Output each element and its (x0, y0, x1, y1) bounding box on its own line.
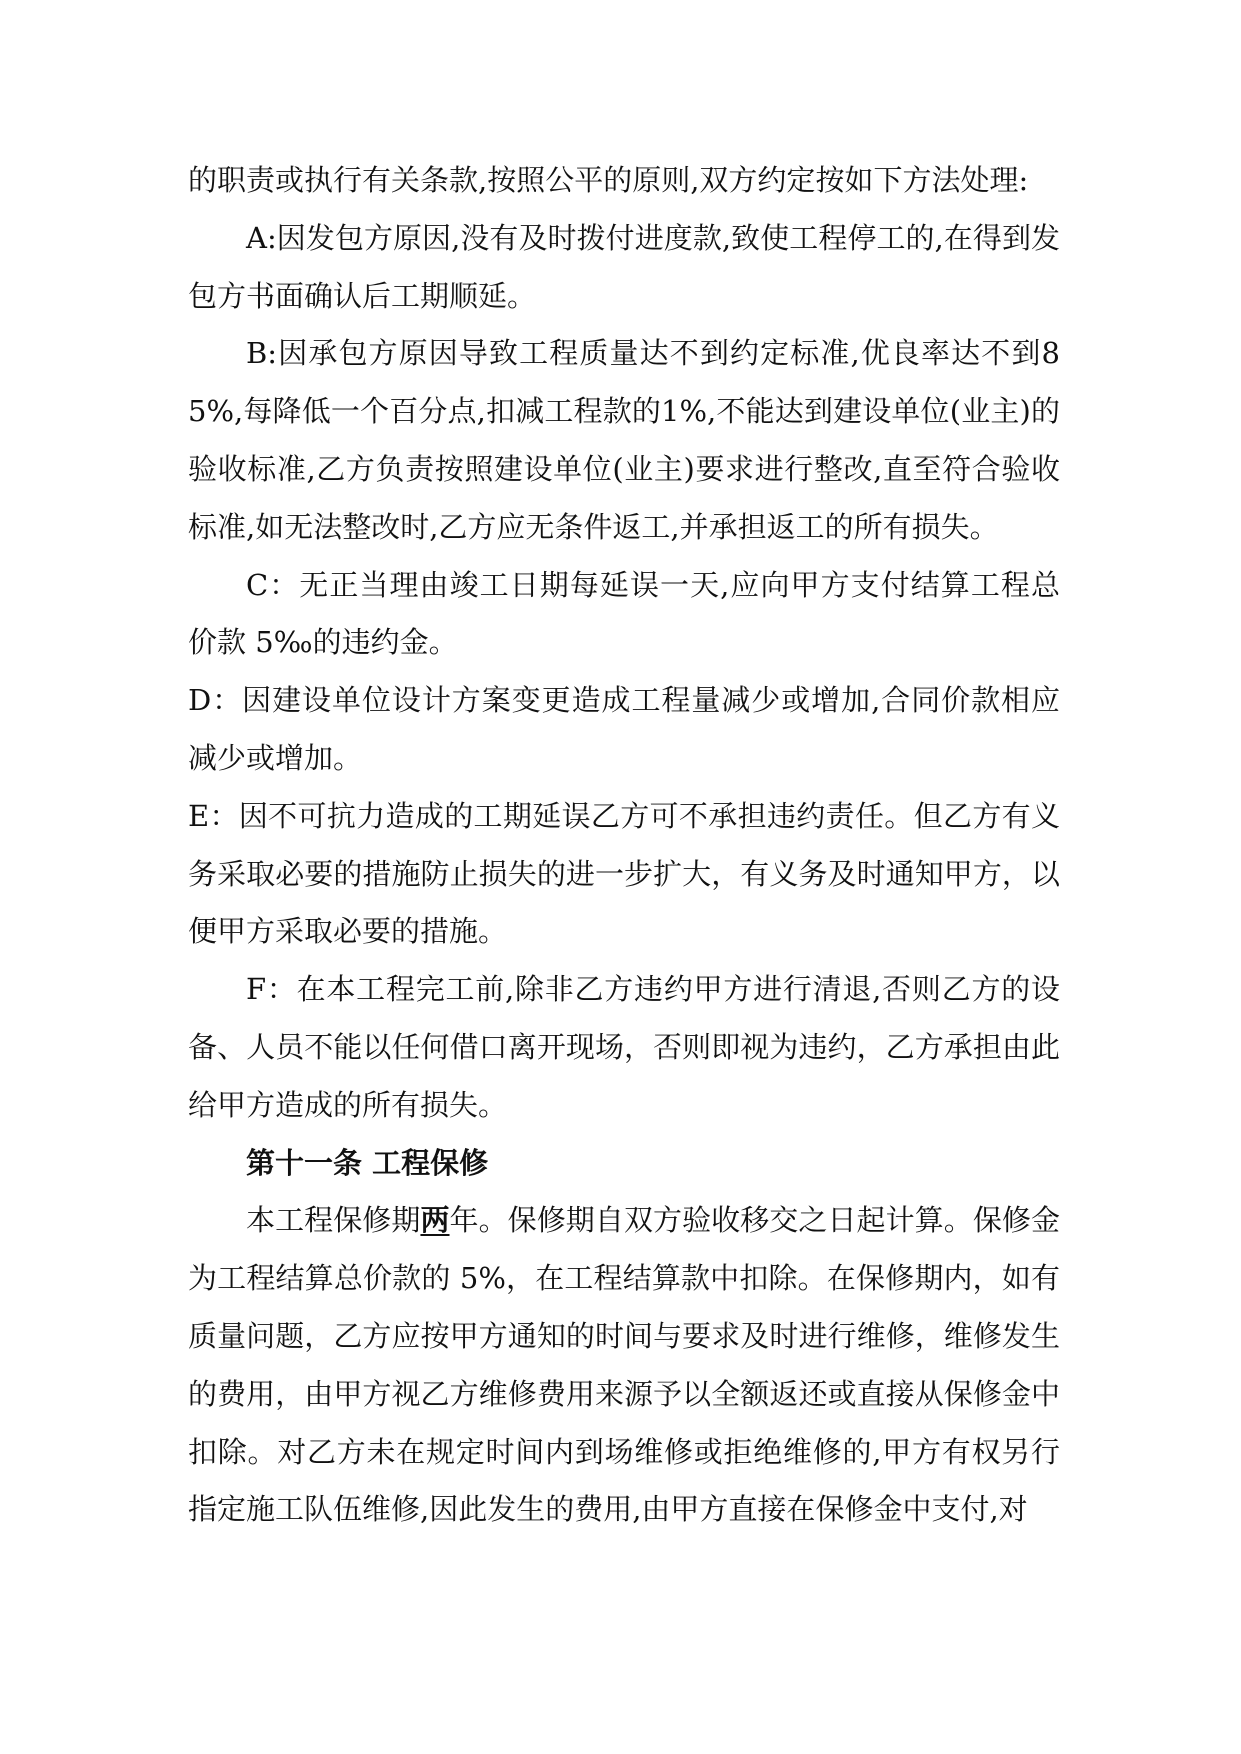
document-body (188, 152, 1060, 1539)
warranty-text-before: 本工程保修期 (246, 1203, 421, 1238)
clause-a: A:因发包方原因,没有及时拨付进度款,致使工程停工的,在得到发包方书面确认后工期顺延。 (188, 220, 1060, 313)
warranty-text-after: 年。保修期自双方验收移交之日起计算。保修金为工程结算总价款的 5%，在工程结算款中扣除。在保修期内，如有质量问题，乙方应按甲方通知的时间与要求及时进行维修，维修发生的费用，由甲方视乙方维修费用来源予以全额返还或直接从保修金中扣除。对乙方未在规定时间内到场维修或拒绝维修的,甲方有权另行指定施工队伍维修,因此发生的费用,由甲方直接在保修金中支付,对 (188, 1203, 1060, 1527)
clause-d: D：因建设单位设计方案变更造成工程量减少或增加,合同价款相应减少或增加。 (188, 683, 1060, 775)
warranty-term: 两 (420, 1203, 450, 1238)
clause-c: C：无正当理由竣工日期每延误一天,应向甲方支付结算工程总价款 5‰的违约金。 (188, 567, 1060, 660)
clause-b: B:因承包方原因导致工程质量达不到约定标准,优良率达不到85%,每降低一个百分点,扣减工程款的1%,不能达到建设单位(业主)的验收标准,乙方负责按照建设单位(业主)要求进行整改,直至符合验收标准,如无法整改时,乙方应无条件返工,并承担返工的所有损失。 (188, 336, 1060, 544)
clause-f: F：在本工程完工前,除非乙方违约甲方进行清退,否则乙方的设备、人员不能以任何借口离开现场，否则即视为违约，乙方承担由此给甲方造成的所有损失。 (188, 972, 1060, 1122)
paragraph-continuation: 的职责或执行有关条款,按照公平的原则,双方约定按如下方法处理: (188, 163, 1029, 197)
clause-e: E：因不可抗力造成的工期延误乙方可不承担违约责任。但乙方有义务采取必要的措施防止损失的进一步扩大，有义务及时通知甲方，以便甲方采取必要的措施。 (188, 798, 1060, 949)
warranty-paragraph (188, 1192, 1060, 1539)
section-heading-warranty: 第十一条 工程保修 (246, 1145, 489, 1180)
